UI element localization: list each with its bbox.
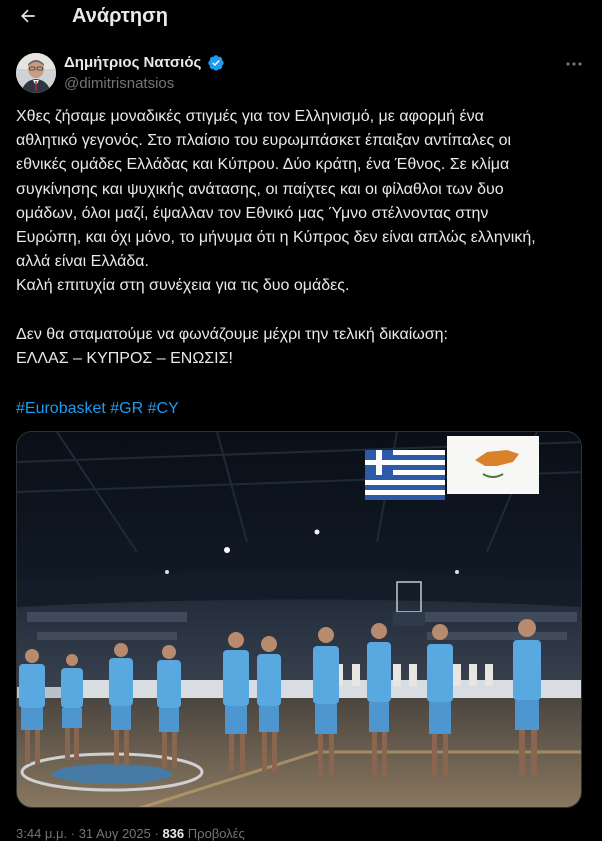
arrow-left-icon [18,6,38,26]
post-line: εθνικές ομάδες Ελλάδας και Κύπρου. Δύο κράτη, ένα Έθνος. Σε κλίμα [16,156,510,174]
post-meta [16,826,245,841]
views-label: Προβολές [187,826,245,841]
hashtag-cy[interactable]: #CY [147,400,179,417]
post-line: Δεν θα σταματούμε να φωνάζουμε μέχρι την τελική δικαίωση: [16,325,448,343]
post-text [16,105,588,371]
top-bar [0,0,602,34]
post-line: ΕΛΛΑΣ – ΚΥΠΡΟΣ – ΕΝΩΣΙΣ! [16,350,233,368]
hashtag-eurobasket[interactable]: #Eurobasket [16,400,111,417]
more-horizontal-icon [565,61,583,67]
meta-separator: · [154,826,163,841]
hashtags [16,397,179,421]
hashtag-gr[interactable]: #GR [110,400,148,417]
page-title: Ανάρτηση [72,5,168,27]
post-time[interactable]: 3:44 μ.μ. [16,826,68,841]
post-line: Ευρώπη, και όχι μόνο, το μήνυμα ότι η Κύπρος δεν είναι απλώς ελληνική, [16,229,536,247]
post-date[interactable]: 31 Αυγ 2025 [78,826,151,841]
views-count: 836 [162,826,185,841]
more-options-button[interactable] [560,54,588,74]
author-handle[interactable]: @dimitrisnatsios [64,75,175,92]
post-header [0,44,602,102]
post-line: αθλητικό γεγονός. Στο πλαίσιο του ευρωμπάσκετ έπαιξαν αντίπαλες οι [16,132,512,150]
post-line: αλλά είναι Ελλάδα. [16,253,149,271]
post-line: Χθες ζήσαμε μοναδικές στιγμές για τον Ελληνισμό, με αφορμή ένα [16,108,484,125]
meta-separator: · [70,826,79,841]
author-name[interactable]: Δημήτριος Νατσιός [64,54,202,71]
avatar[interactable] [16,53,56,93]
post-line: Καλή επιτυχία στη συνέχεια για τις δυο ομάδες. [16,277,350,295]
post-line: συγκίνησης και ψυχικής ανάτασης, οι παίχτες και οι φίλαθλοι των δυο [16,180,504,198]
post-image[interactable] [16,431,582,808]
verified-badge-icon [207,54,225,72]
post-line: ομάδων, όλοι μαζί, έψαλλαν τον Εθνικό μας Ύμνο στέλνοντας στην [16,204,489,222]
blank-line [16,299,588,323]
back-button[interactable] [14,4,42,28]
